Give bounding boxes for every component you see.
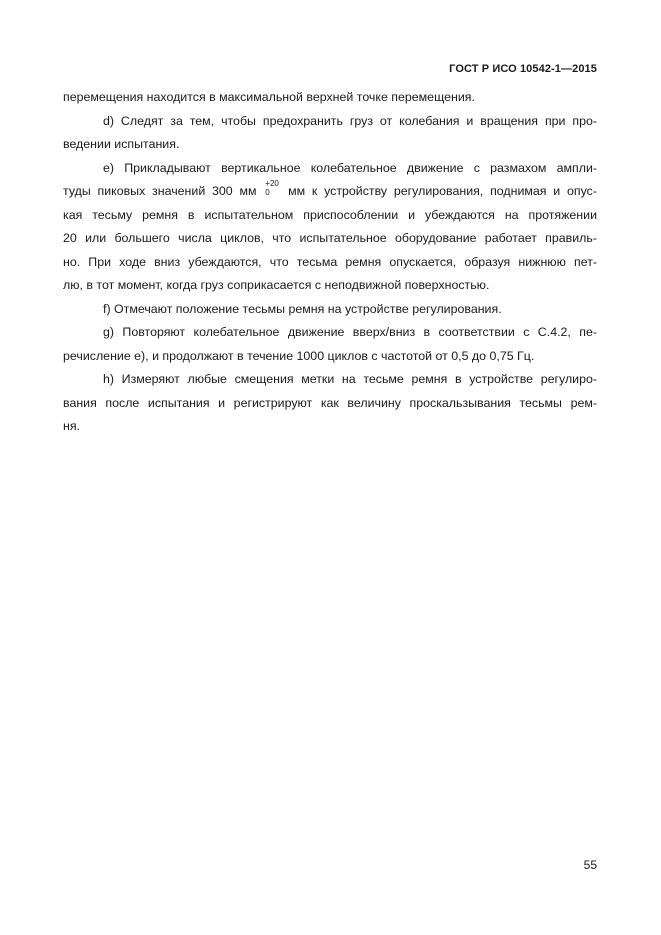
tolerance-upper: +20 [265, 178, 279, 188]
text-line: речисление е), и продолжают в течение 1000 циклов с частотой от 0,5 до 0,75 Гц. [63, 348, 535, 363]
tolerance-notation [265, 178, 279, 198]
standard-header: ГОСТ Р ИСО 10542-1—2015 [449, 63, 597, 75]
text-line: d) Следят за тем, чтобы предохранить груз от колебания и вращения при про- [103, 113, 597, 128]
text-line: вания после испытания и регистрируют как величину проскальзывания тесьмы рем- [63, 395, 597, 410]
text-fragment: мм к устройству регулирования, поднимая и опус- [288, 184, 597, 198]
text-line: e) Прикладывают вертикальное колебательное движение с размахом ампли- [103, 160, 597, 175]
text-line: h) Измеряют любые смещения метки на тесьме ремня в устройстве регулиро- [103, 372, 597, 386]
text-line: 20 или большего числа циклов, что испытательное оборудование работает правиль- [63, 231, 597, 245]
tolerance-lower: 0 [265, 187, 270, 197]
text-line: ня. [63, 419, 80, 433]
text-line: f) Отмечают положение тесьмы ремня на устройстве регулирования. [103, 301, 502, 316]
text-line: кая тесьму ремня в испытательном приспособлении и убеждаются на протяжении [63, 207, 597, 222]
text-fragment: туды пиковых значений 300 мм [63, 184, 257, 198]
text-line-with-tolerance [63, 180, 597, 204]
text-line: перемещения находится в максимальной верхней точке перемещения. [63, 90, 475, 104]
page-number: 55 [583, 858, 597, 872]
text-line: лю, в тот момент, когда груз соприкасается с неподвижной поверхностью. [63, 278, 490, 292]
text-line: g) Повторяют колебательное движение вверх/вниз в соответствии с С.4.2, пе- [103, 325, 597, 339]
text-line: но. При ходе вниз убеждаются, что тесьма ремня опускается, образуя нижнюю пет- [63, 254, 597, 269]
text-line: ведении испытания. [63, 137, 180, 151]
body-text [63, 86, 597, 439]
